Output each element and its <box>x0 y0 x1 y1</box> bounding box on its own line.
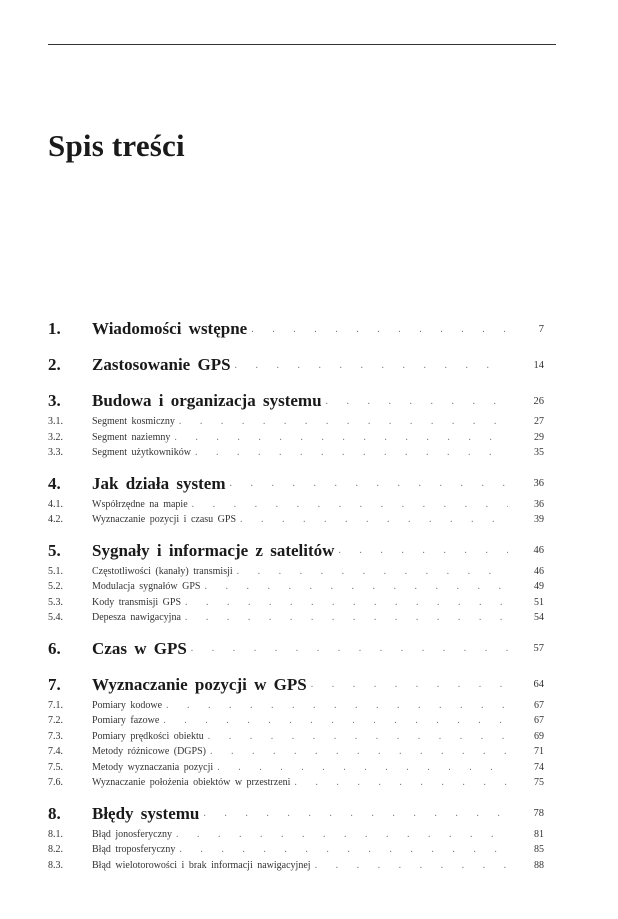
entry-number: 3. <box>48 391 61 410</box>
dot-leader <box>185 597 508 608</box>
toc-chapter-entry[interactable] <box>48 670 544 700</box>
entry-title: Częstotliwości (kanały) transmisji <box>92 565 233 577</box>
toc-section-entry[interactable] <box>48 829 544 845</box>
entry-number: 8.1. <box>48 828 63 840</box>
toc-section-entry[interactable] <box>48 581 544 597</box>
toc-section-entry[interactable] <box>48 746 544 762</box>
page-number: 46 <box>534 565 544 577</box>
entry-number: 7.1. <box>48 699 63 711</box>
entry-number: 7.2. <box>48 715 63 726</box>
toc-section-entry[interactable] <box>48 777 544 793</box>
dot-leader <box>294 777 508 788</box>
entry-title: Błąd troposferyczny <box>92 844 176 855</box>
dot-leader <box>338 545 508 556</box>
dot-leader <box>311 679 508 690</box>
toc-section-entry[interactable] <box>48 597 544 613</box>
entry-title: Wyznaczanie pozycji i czasu GPS <box>92 514 237 525</box>
page-number: 71 <box>534 746 544 757</box>
toc-chapter-entry[interactable] <box>48 386 544 416</box>
page-number: 46 <box>533 545 544 556</box>
dot-leader <box>204 581 508 592</box>
page-number: 69 <box>534 730 544 742</box>
entry-title: Modulacja sygnałów GPS <box>92 581 201 592</box>
page-number: 81 <box>534 828 544 840</box>
toc-section-entry[interactable] <box>48 499 544 515</box>
dot-leader <box>192 499 508 510</box>
page-number: 26 <box>533 395 544 407</box>
entry-title: Pomiary kodowe <box>92 699 163 711</box>
dot-leader <box>195 447 508 458</box>
entry-number: 7. <box>48 674 61 694</box>
toc-section-entry[interactable] <box>48 514 544 530</box>
toc-section-entry[interactable] <box>48 860 544 876</box>
entry-number: 3.2. <box>48 431 63 443</box>
entry-title: Budowa i organizacja systemu <box>92 391 322 410</box>
toc-section-entry[interactable] <box>48 566 544 582</box>
toc-section-entry[interactable] <box>48 715 544 731</box>
page-number: 67 <box>534 699 544 711</box>
entry-number: 7.4. <box>48 746 63 757</box>
entry-number: 1. <box>48 319 61 338</box>
dot-leader <box>235 360 508 371</box>
toc-section-entry[interactable] <box>48 762 544 778</box>
toc-section-entry[interactable] <box>48 612 544 628</box>
entry-number: 7.3. <box>48 730 63 742</box>
entry-title: Wyznaczanie położenia obiektów w przestrzeni <box>92 777 291 788</box>
page-number: 27 <box>534 416 544 427</box>
page-number: 57 <box>533 643 544 654</box>
entry-title: Metody różnicowe (DGPS) <box>92 746 206 757</box>
dot-leader <box>230 478 509 489</box>
page-number: 78 <box>533 808 544 819</box>
dot-leader <box>315 860 508 871</box>
dot-leader <box>174 432 508 443</box>
entry-title: Sygnały i informacje z satelitów <box>92 540 335 560</box>
entry-title: Kody transmisji GPS <box>92 596 182 608</box>
page-number: 88 <box>534 859 544 871</box>
entry-title: Czas w GPS <box>92 638 187 658</box>
dot-leader <box>210 746 508 757</box>
table-of-contents <box>48 314 544 875</box>
toc-chapter-entry[interactable] <box>48 469 544 499</box>
entry-title: Zastosowanie GPS <box>92 355 231 374</box>
entry-number: 8. <box>48 803 61 823</box>
entry-number: 5.1. <box>48 565 63 577</box>
dot-leader <box>176 829 508 840</box>
page-number: 36 <box>533 478 544 489</box>
toc-chapter-entry[interactable] <box>48 536 544 566</box>
entry-number: 7.6. <box>48 777 63 788</box>
entry-title: Depesza nawigacyjna <box>92 612 181 623</box>
entry-title: Pomiary prędkości obiektu <box>92 730 204 742</box>
entry-number: 7.5. <box>48 761 63 773</box>
page-number: 85 <box>534 844 544 855</box>
entry-title: Pomiary fazowe <box>92 715 160 726</box>
dot-leader <box>240 514 508 525</box>
page-number: 35 <box>534 447 544 458</box>
dot-leader <box>179 416 508 427</box>
entry-title: Metody wyznaczania pozycji <box>92 761 214 773</box>
entry-number: 4.2. <box>48 514 63 525</box>
toc-section-entry[interactable] <box>48 700 544 716</box>
entry-title: Segment naziemny <box>92 431 171 443</box>
entry-title: Błąd wielotorowości i brak informacji nawigacyjnej <box>92 859 311 871</box>
dot-leader <box>203 808 508 819</box>
dot-leader <box>179 844 508 855</box>
page-number: 36 <box>534 498 544 510</box>
toc-section-entry[interactable] <box>48 416 544 432</box>
dot-leader <box>185 612 508 623</box>
entry-number: 8.3. <box>48 859 63 871</box>
dot-leader <box>237 566 508 577</box>
entry-number: 5. <box>48 540 61 560</box>
entry-title: Segment kosmiczny <box>92 416 175 427</box>
toc-chapter-entry[interactable] <box>48 314 544 344</box>
entry-number: 2. <box>48 355 61 374</box>
entry-title: Błędy systemu <box>92 803 200 823</box>
dot-leader <box>166 700 508 711</box>
entry-title: Jak działa system <box>92 473 226 493</box>
page-number: 14 <box>533 359 544 371</box>
page-number: 49 <box>534 581 544 592</box>
page-title: Spis treści <box>48 128 185 163</box>
entry-number: 5.4. <box>48 612 63 623</box>
entry-number: 5.2. <box>48 581 63 592</box>
entry-number: 8.2. <box>48 844 63 855</box>
dot-leader <box>208 731 508 742</box>
entry-title: Wyznaczanie pozycji w GPS <box>92 674 307 694</box>
toc-section-entry[interactable] <box>48 447 544 463</box>
page-number: 54 <box>534 612 544 623</box>
page-number: 74 <box>534 761 544 773</box>
dot-leader <box>326 396 508 407</box>
page-number: 29 <box>534 431 544 443</box>
page-number: 7 <box>538 323 544 335</box>
entry-title: Błąd jonosferyczny <box>92 828 173 840</box>
entry-number: 5.3. <box>48 596 63 608</box>
page-number: 67 <box>534 715 544 726</box>
toc-section-entry[interactable] <box>48 731 544 747</box>
entry-number: 3.1. <box>48 416 63 427</box>
toc-section-entry[interactable] <box>48 844 544 860</box>
entry-title: Współrzędne na mapie <box>92 498 188 510</box>
toc-chapter-entry[interactable] <box>48 799 544 829</box>
entry-number: 3.3. <box>48 447 63 458</box>
top-rule <box>48 44 556 45</box>
page-number: 39 <box>534 514 544 525</box>
toc-chapter-entry[interactable] <box>48 634 544 664</box>
entry-title: Segment użytkowników <box>92 447 191 458</box>
entry-title: Wiadomości wstępne <box>92 319 248 338</box>
entry-number: 6. <box>48 638 61 658</box>
toc-chapter-entry[interactable] <box>48 350 544 380</box>
toc-section-entry[interactable] <box>48 432 544 448</box>
entry-number: 4. <box>48 473 61 493</box>
dot-leader <box>191 643 508 654</box>
dot-leader <box>217 762 508 773</box>
dot-leader <box>163 715 508 726</box>
page-number: 51 <box>534 596 544 608</box>
entry-number: 4.1. <box>48 498 63 510</box>
page-number: 75 <box>534 777 544 788</box>
dot-leader <box>251 324 508 335</box>
page-number: 64 <box>533 679 544 690</box>
